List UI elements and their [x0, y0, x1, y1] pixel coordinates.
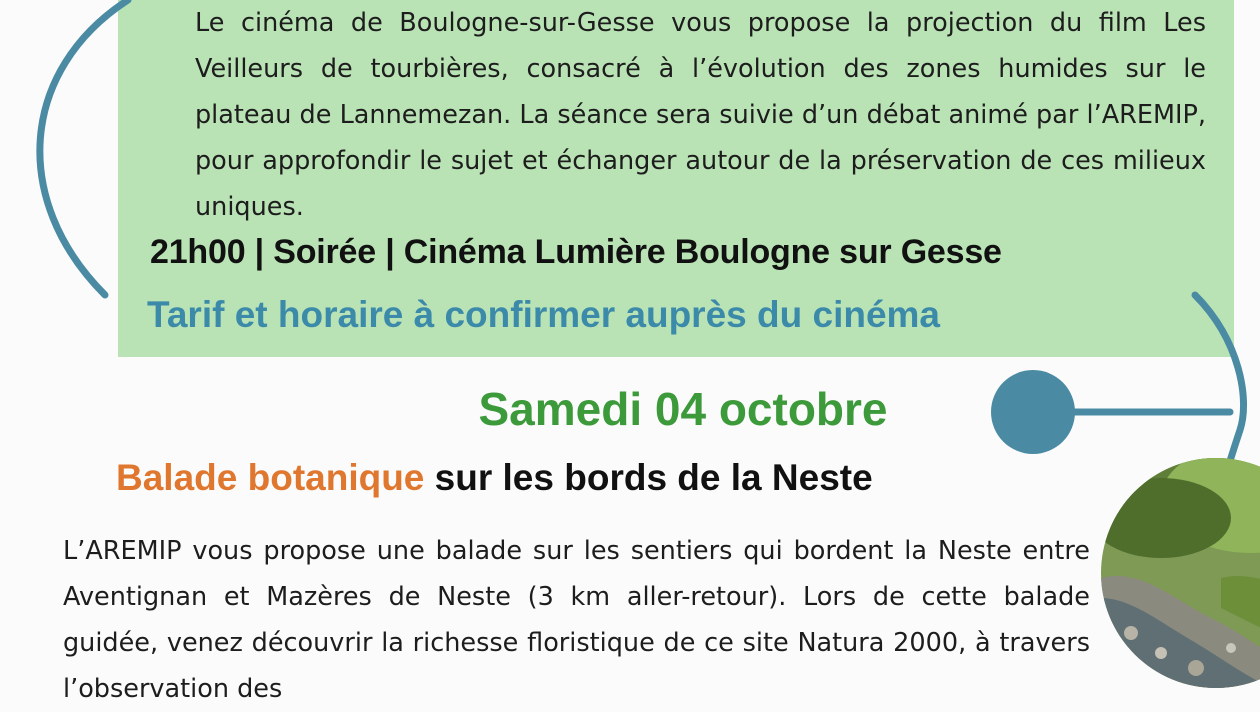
cinema-event-info: 21h00 | Soirée | Cinéma Lumière Boulogne sur Gesse	[150, 233, 1002, 271]
walk-event-title-accent: Balade botanique	[116, 457, 425, 498]
cinema-event-description: Le cinéma de Boulogne-sur-Gesse vous propose la projection du film Les Veilleurs de tourbières, consacré à l’évolution des zones humides sur le plateau de Lannemezan. La séance sera suivie d’un débat animé par l’AREMIP, pour approfondir le sujet et échanger autour de la préservation de ces milieux uniques.	[195, 8, 1206, 222]
walk-event-description: L’AREMIP vous propose une balade sur les sentiers qui bordent la Neste entre Aventignan et Mazères de Neste (3 km aller-retour). Lors de cette balade guidée, venez découvrir la richesse floristique de ce site Natura 2000, à travers l’observation des	[63, 536, 1090, 704]
river-photo	[1101, 458, 1260, 688]
cinema-price-note: Tarif et horaire à confirmer auprès du cinéma	[147, 294, 941, 335]
walk-event-date: Samedi 04 octobre	[478, 383, 888, 435]
walk-event-title	[116, 457, 873, 499]
walk-event-title-rest: sur les bords de la Neste	[424, 457, 873, 498]
